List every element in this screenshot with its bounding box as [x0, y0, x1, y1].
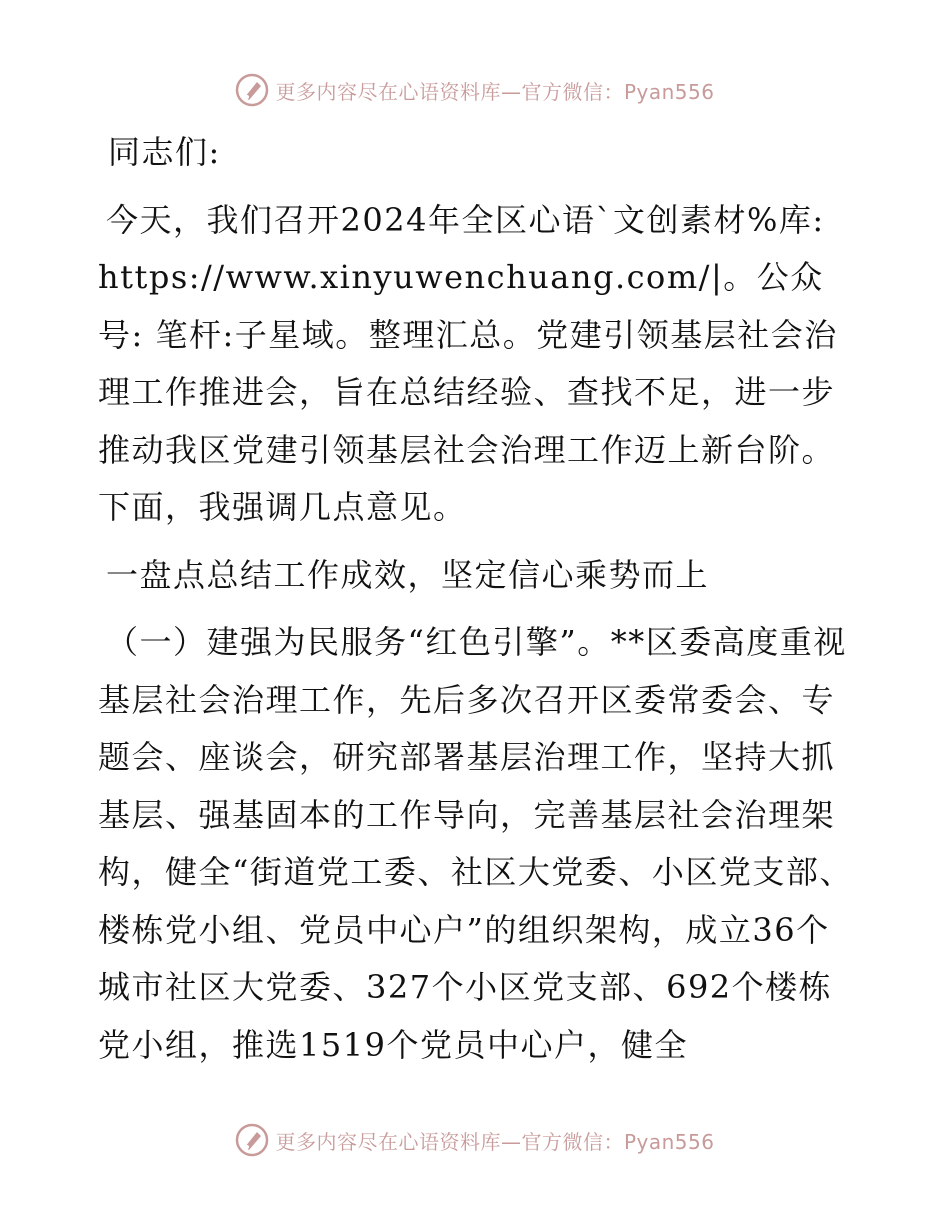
- watermark-text: 更多内容尽在心语资料库—官方微信：Pyan556: [275, 1129, 715, 1154]
- pen-nib-logo-icon: [235, 73, 269, 107]
- greeting-line: 同志们:: [108, 133, 221, 171]
- document-body: [98, 120, 854, 1084]
- watermark-text: 更多内容尽在心语资料库—官方微信：Pyan556: [275, 79, 715, 104]
- section-paragraph: （一）建强为民服务“红色引擎”。**区委高度重视基层社会治理工作，先后多次召开区委常委会、专题会、座谈会，研究部署基层治理工作，坚持大抓基层、强基固本的工作导向，完善基层社会治理架构，健全“街道党工委、社区大党委、小区党支部、楼栋党小组、党员中心户”的组织架构，成立36个城市社区大党委、327个小区党支部、692个楼栋党小组，推选1519个党员中心户，健全: [98, 623, 853, 1064]
- section-heading: 一盘点总结工作成效，坚定信心乘势而上: [106, 555, 710, 594]
- watermark-footer: [0, 1120, 950, 1160]
- intro-paragraph: 今天，我们召开2024年全区心语`文创素材%库: https://www.xinyuwenchuang.com/|。公众号: 笔杆:子星域。整理汇总。党建引领基层社会治理工作推进会，旨在总结经验、查找不足，进一步推动我区党建引领基层社会治理工作迈上新台阶。下面，我强调几点意见。: [98, 200, 838, 526]
- pen-nib-logo-icon: [235, 1123, 269, 1157]
- watermark-header: [0, 70, 950, 110]
